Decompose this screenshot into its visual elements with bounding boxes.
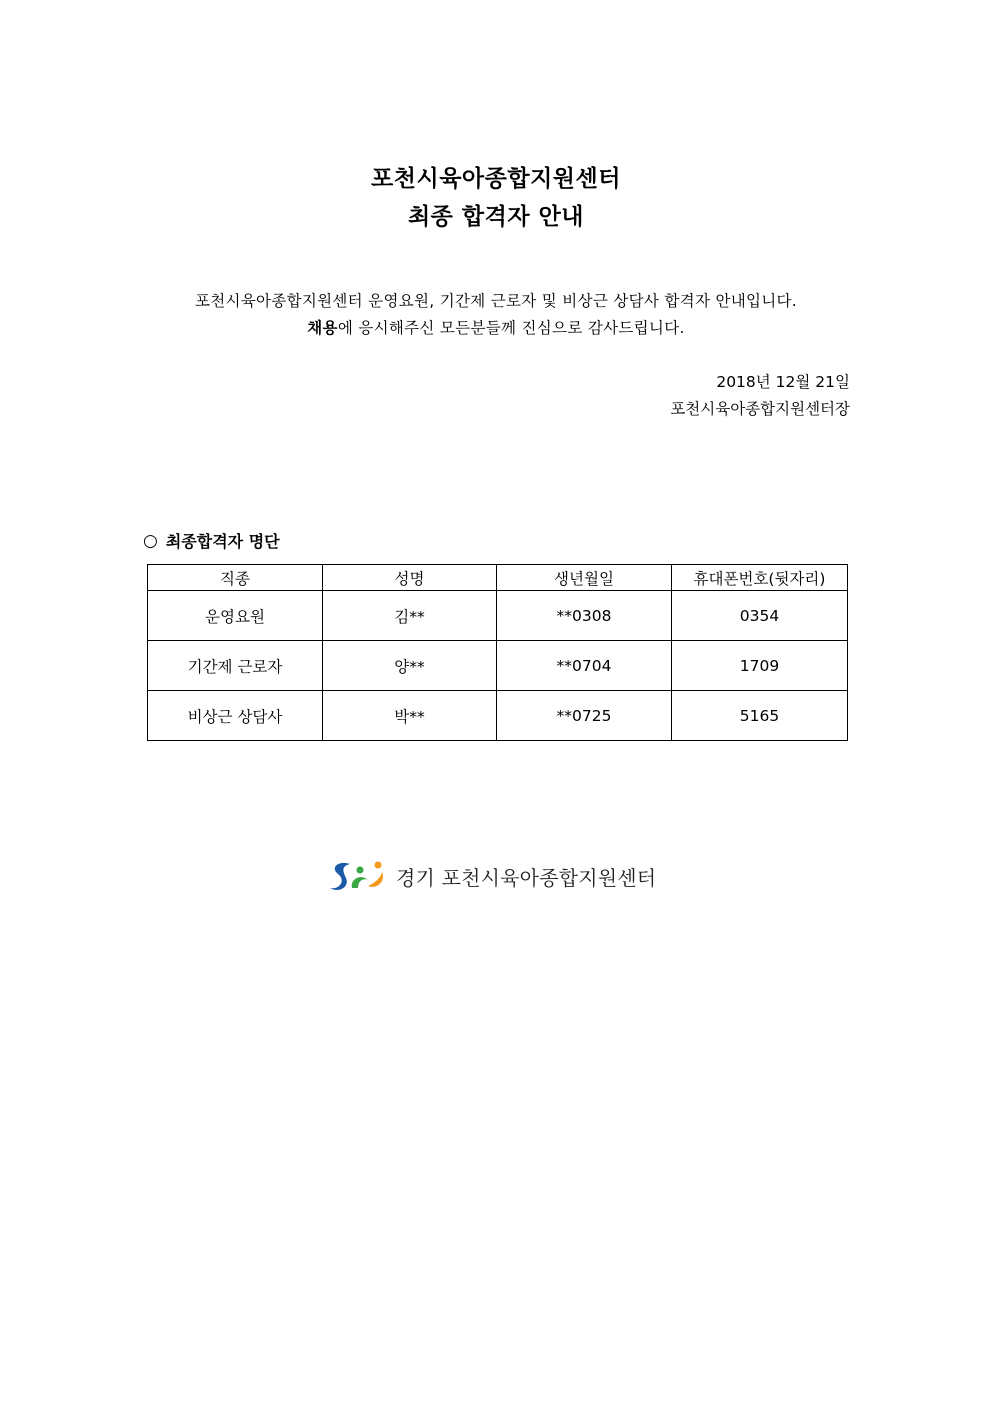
logo-text: 경기 포천시육아종합지원센터 <box>396 865 657 890</box>
table-row <box>148 641 848 691</box>
column-header-job: 직종 <box>148 565 323 591</box>
column-header-birthdate: 생년월일 <box>497 565 672 591</box>
cell-job: 기간제 근로자 <box>148 641 323 691</box>
cell-birthdate: **0308 <box>497 591 672 641</box>
cell-job: 비상근 상담사 <box>148 691 323 741</box>
document-subtitle: 최종 합격자 안내 <box>407 204 585 230</box>
final-candidates-table <box>147 564 848 741</box>
section-heading-text: 최종합격자 명단 <box>165 532 280 551</box>
intro-bold-word: 채용 <box>307 319 338 337</box>
column-header-name: 성명 <box>323 565 497 591</box>
center-logo <box>328 858 656 894</box>
announcement-date: 2018년 12월 21일 <box>716 373 850 391</box>
cell-birthdate: **0725 <box>497 691 672 741</box>
table-row <box>148 591 848 641</box>
intro-line-2 <box>0 316 992 338</box>
cell-birthdate: **0704 <box>497 641 672 691</box>
cell-name: 박** <box>323 691 497 741</box>
circle-bullet-icon: ○ <box>143 530 158 551</box>
intro-line-2-text: 에 응시해주신 모든분들께 진심으로 감사드립니다. <box>337 319 685 337</box>
center-emblem-icon <box>328 858 390 894</box>
cell-name: 김** <box>323 591 497 641</box>
cell-phone: 0354 <box>672 591 848 641</box>
table-header-row <box>148 565 848 591</box>
cell-phone: 5165 <box>672 691 848 741</box>
intro-line-1: 포천시육아종합지원센터 운영요원, 기간제 근로자 및 비상근 상담사 합격자 안내입니다. <box>194 292 798 310</box>
table-row <box>148 691 848 741</box>
cell-phone: 1709 <box>672 641 848 691</box>
cell-job: 운영요원 <box>148 591 323 641</box>
column-header-phone: 휴대폰번호(뒷자리) <box>672 565 848 591</box>
cell-name: 양** <box>323 641 497 691</box>
section-heading <box>143 529 280 552</box>
issuer-name: 포천시육아종합지원센터장 <box>670 400 850 418</box>
document-title: 포천시육아종합지원센터 <box>371 166 621 192</box>
